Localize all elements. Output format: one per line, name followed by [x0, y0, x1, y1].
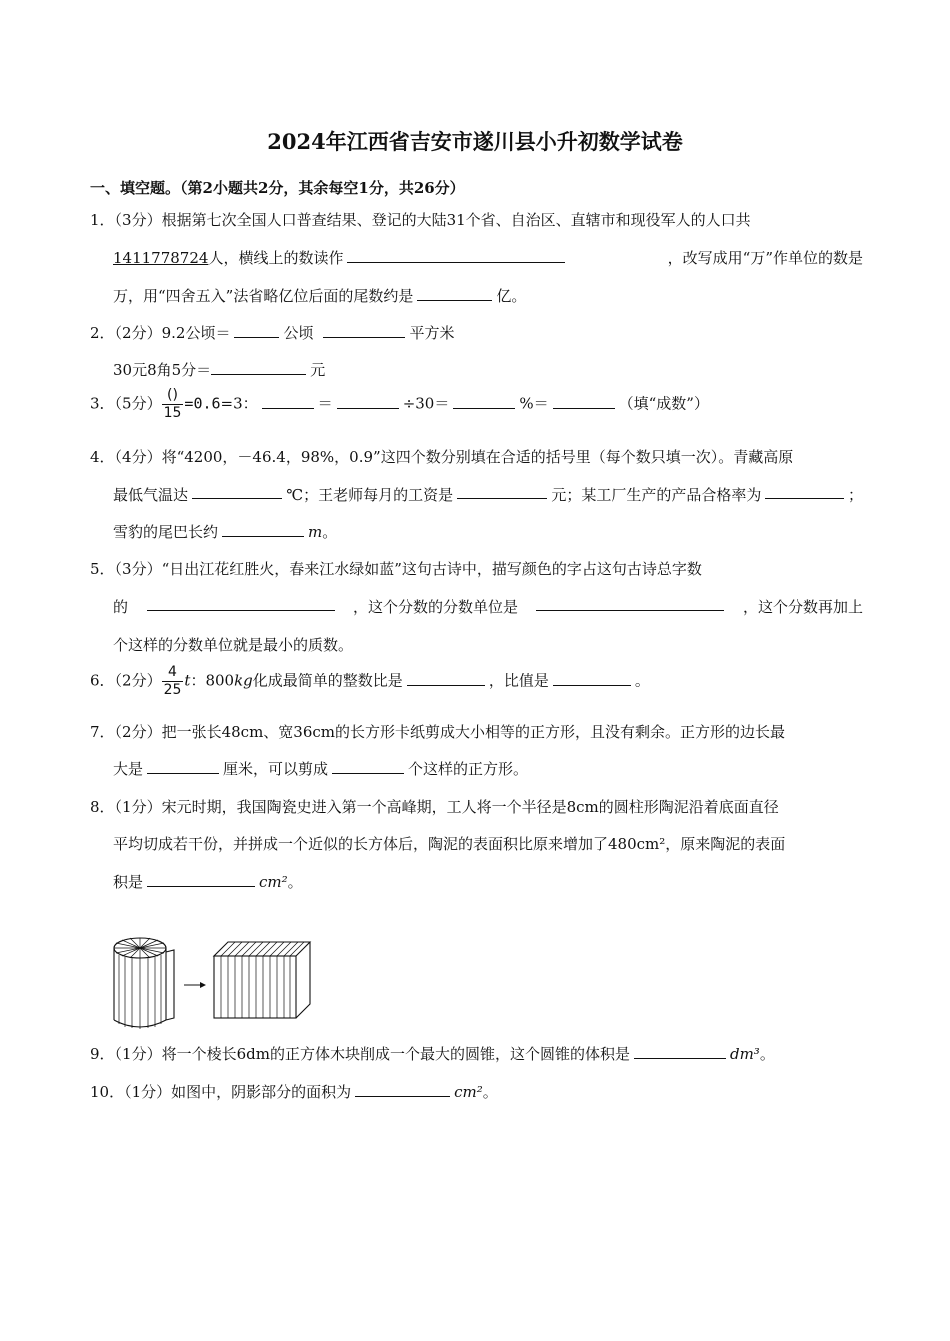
question-5-line-2: [113, 596, 863, 617]
question-number: 2．: [90, 324, 115, 342]
question-number: 1．: [90, 211, 115, 229]
question-text: ÷30＝: [402, 394, 450, 413]
question-text: 把一张长48cm、宽36cm的长方形卡纸剪成大小相等的正方形，且没有剩余。正方形的边长最: [161, 723, 786, 741]
fraction-numerator: (): [162, 387, 184, 405]
question-score: （1分）: [124, 1083, 172, 1101]
fraction: [162, 664, 184, 699]
answer-blank[interactable]: [211, 360, 306, 375]
question-text: 。: [322, 523, 338, 541]
question-score: （3分）: [114, 560, 162, 578]
fraction-denominator: 25: [163, 682, 182, 698]
answer-blank[interactable]: [262, 394, 314, 409]
question-text: 将一个棱长6dm的正方体木块削成一个最大的圆锥，这个圆锥的体积是: [161, 1045, 630, 1063]
answer-blank[interactable]: [147, 872, 255, 887]
answer-blank[interactable]: [234, 323, 279, 338]
question-text: 人，横线上的数读作: [208, 249, 344, 267]
question-7-line-2: [113, 758, 528, 779]
question-number: 8．: [90, 798, 115, 816]
answer-blank[interactable]: [332, 759, 404, 774]
question-text: ，这个分数的分数单位是: [352, 598, 518, 616]
answer-blank[interactable]: [634, 1044, 726, 1059]
question-text: 个这样的正方形。: [408, 760, 529, 778]
question-text: 。: [634, 671, 650, 690]
question-text: 。: [759, 1045, 775, 1063]
question-4-line-1: [90, 446, 793, 467]
question-text: =3：: [220, 394, 258, 413]
answer-blank[interactable]: [407, 671, 485, 686]
unit-text: cm²: [454, 1083, 483, 1101]
question-score: （1分）: [114, 798, 162, 816]
question-score: （5分）: [114, 394, 162, 413]
question-text: 根据第七次全国人口普查结果、登记的大陆31个省、自治区、直辖市和现役军人的人口共: [161, 211, 751, 229]
question-text: 9.2公顷＝: [161, 324, 231, 342]
question-5-line-3: 个这样的分数单位就是最小的质数。: [113, 636, 354, 654]
question-text: 公顷: [283, 324, 314, 342]
answer-blank[interactable]: [337, 394, 399, 409]
question-text: 雪豹的尾巴长约: [113, 523, 219, 541]
question-3: [90, 387, 709, 422]
answer-blank[interactable]: [417, 286, 492, 301]
answer-blank[interactable]: [355, 1082, 450, 1097]
fraction-denominator: 15: [163, 405, 182, 421]
question-2-line-2: [113, 359, 325, 380]
question-text: 大是: [113, 760, 144, 778]
question-8-line-1: [90, 796, 779, 817]
fraction: [162, 387, 184, 422]
question-text: 积是: [113, 873, 144, 891]
question-text: 的: [113, 598, 129, 616]
question-4-line-2: [113, 484, 863, 505]
answer-blank[interactable]: [457, 484, 547, 499]
question-text: ，这个分数再加上: [742, 598, 863, 616]
question-text: ＝: [317, 394, 333, 413]
question-score: （4分）: [114, 448, 162, 466]
question-text: 如图中，阴影部分的面积为: [171, 1083, 352, 1101]
section-heading: 一、填空题。（第2小题共2分，其余每空1分，共26分）: [90, 179, 465, 197]
question-6: [90, 664, 650, 699]
population-number: 1411778724: [113, 249, 209, 267]
question-score: （2分）: [114, 723, 162, 741]
question-1-line-1: [90, 209, 751, 230]
answer-blank[interactable]: [147, 759, 219, 774]
question-number: 3．: [90, 394, 115, 413]
question-text: （填“成数”）: [618, 394, 709, 413]
question-text: 最低气温达: [113, 486, 189, 504]
answer-blank[interactable]: [347, 248, 565, 263]
question-2-line-1: [90, 322, 454, 343]
question-1-line-3: [113, 285, 526, 306]
question-score: （2分）: [114, 671, 162, 690]
question-text: %＝: [519, 394, 549, 413]
answer-blank[interactable]: [453, 394, 515, 409]
question-number: 5．: [90, 560, 115, 578]
question-5-line-1: [90, 558, 702, 579]
question-number: 7．: [90, 723, 115, 741]
question-text: ；: [847, 486, 863, 504]
unit-text: cm²: [259, 873, 288, 891]
answer-blank[interactable]: [147, 596, 335, 611]
question-text: “日出江花红胜火，春来江水绿如蓝”这句古诗中，描写颜色的字占这句古诗总字数: [161, 560, 702, 578]
question-text: 宋元时期，我国陶瓷史进入第一个高峰期，工人将一个半径是8cm的圆柱形陶泥沿着底面直径: [161, 798, 779, 816]
question-number: 4．: [90, 448, 115, 466]
answer-blank[interactable]: [536, 596, 724, 611]
question-text: 厘米，可以剪成: [223, 760, 329, 778]
question-text: 万，用“四舍五入”法省略亿位后面的尾数约是: [113, 287, 414, 305]
question-text: ℃；王老师每月的工资是: [286, 486, 454, 504]
answer-blank[interactable]: [553, 671, 631, 686]
question-text: 。: [287, 873, 303, 891]
unit-text: dm³: [729, 1045, 760, 1063]
question-text: 平方米: [409, 324, 455, 342]
question-9: [90, 1043, 775, 1064]
question-score: （3分）: [114, 211, 162, 229]
unit-text: t: [184, 671, 191, 690]
answer-blank[interactable]: [765, 484, 844, 499]
page-title: 2024年江西省吉安市遂川县小升初数学试卷: [267, 129, 683, 154]
question-text: =0.6: [184, 394, 221, 413]
arrow-icon: [200, 982, 206, 988]
answer-blank[interactable]: [323, 323, 405, 338]
unit-text: m: [308, 523, 323, 541]
question-text: 元: [310, 361, 326, 379]
unit-text: kg: [234, 671, 253, 690]
question-8-line-2: 平均切成若干份，并拼成一个近似的长方体后，陶泥的表面积比原来增加了480cm²，原来陶泥的表面: [113, 835, 786, 853]
answer-blank[interactable]: [222, 522, 304, 537]
question-10: [90, 1081, 498, 1102]
question-8-line-3: [113, 871, 303, 892]
answer-blank[interactable]: [192, 484, 282, 499]
question-score: （1分）: [114, 1045, 162, 1063]
question-text: ，比值是: [488, 671, 549, 690]
question-text: 。: [482, 1083, 498, 1101]
question-number: 10．: [90, 1083, 125, 1101]
question-score: （2分）: [114, 324, 162, 342]
question-7-line-1: [90, 721, 785, 742]
question-text: 30元8角5分＝: [113, 361, 212, 379]
question-text: ，改写成用“万”作单位的数是: [667, 249, 863, 267]
cylinder-to-cuboid-figure: [108, 932, 333, 1032]
answer-blank[interactable]: [553, 394, 615, 409]
question-number: 9．: [90, 1045, 115, 1063]
question-text: 将“4200，－46.4，98%，0.9”这四个数分别填在合适的括号里（每个数只填一次）。青藏高原: [161, 448, 794, 466]
question-text: 亿。: [496, 287, 527, 305]
question-text: ：800: [190, 671, 235, 690]
fraction-numerator: 4: [162, 664, 184, 682]
question-text: 元；某工厂生产的产品合格率为: [551, 486, 762, 504]
question-text: 化成最简单的整数比是: [252, 671, 403, 690]
question-4-line-3: [113, 521, 337, 542]
question-number: 6．: [90, 671, 115, 690]
question-1-line-2: [113, 247, 863, 268]
